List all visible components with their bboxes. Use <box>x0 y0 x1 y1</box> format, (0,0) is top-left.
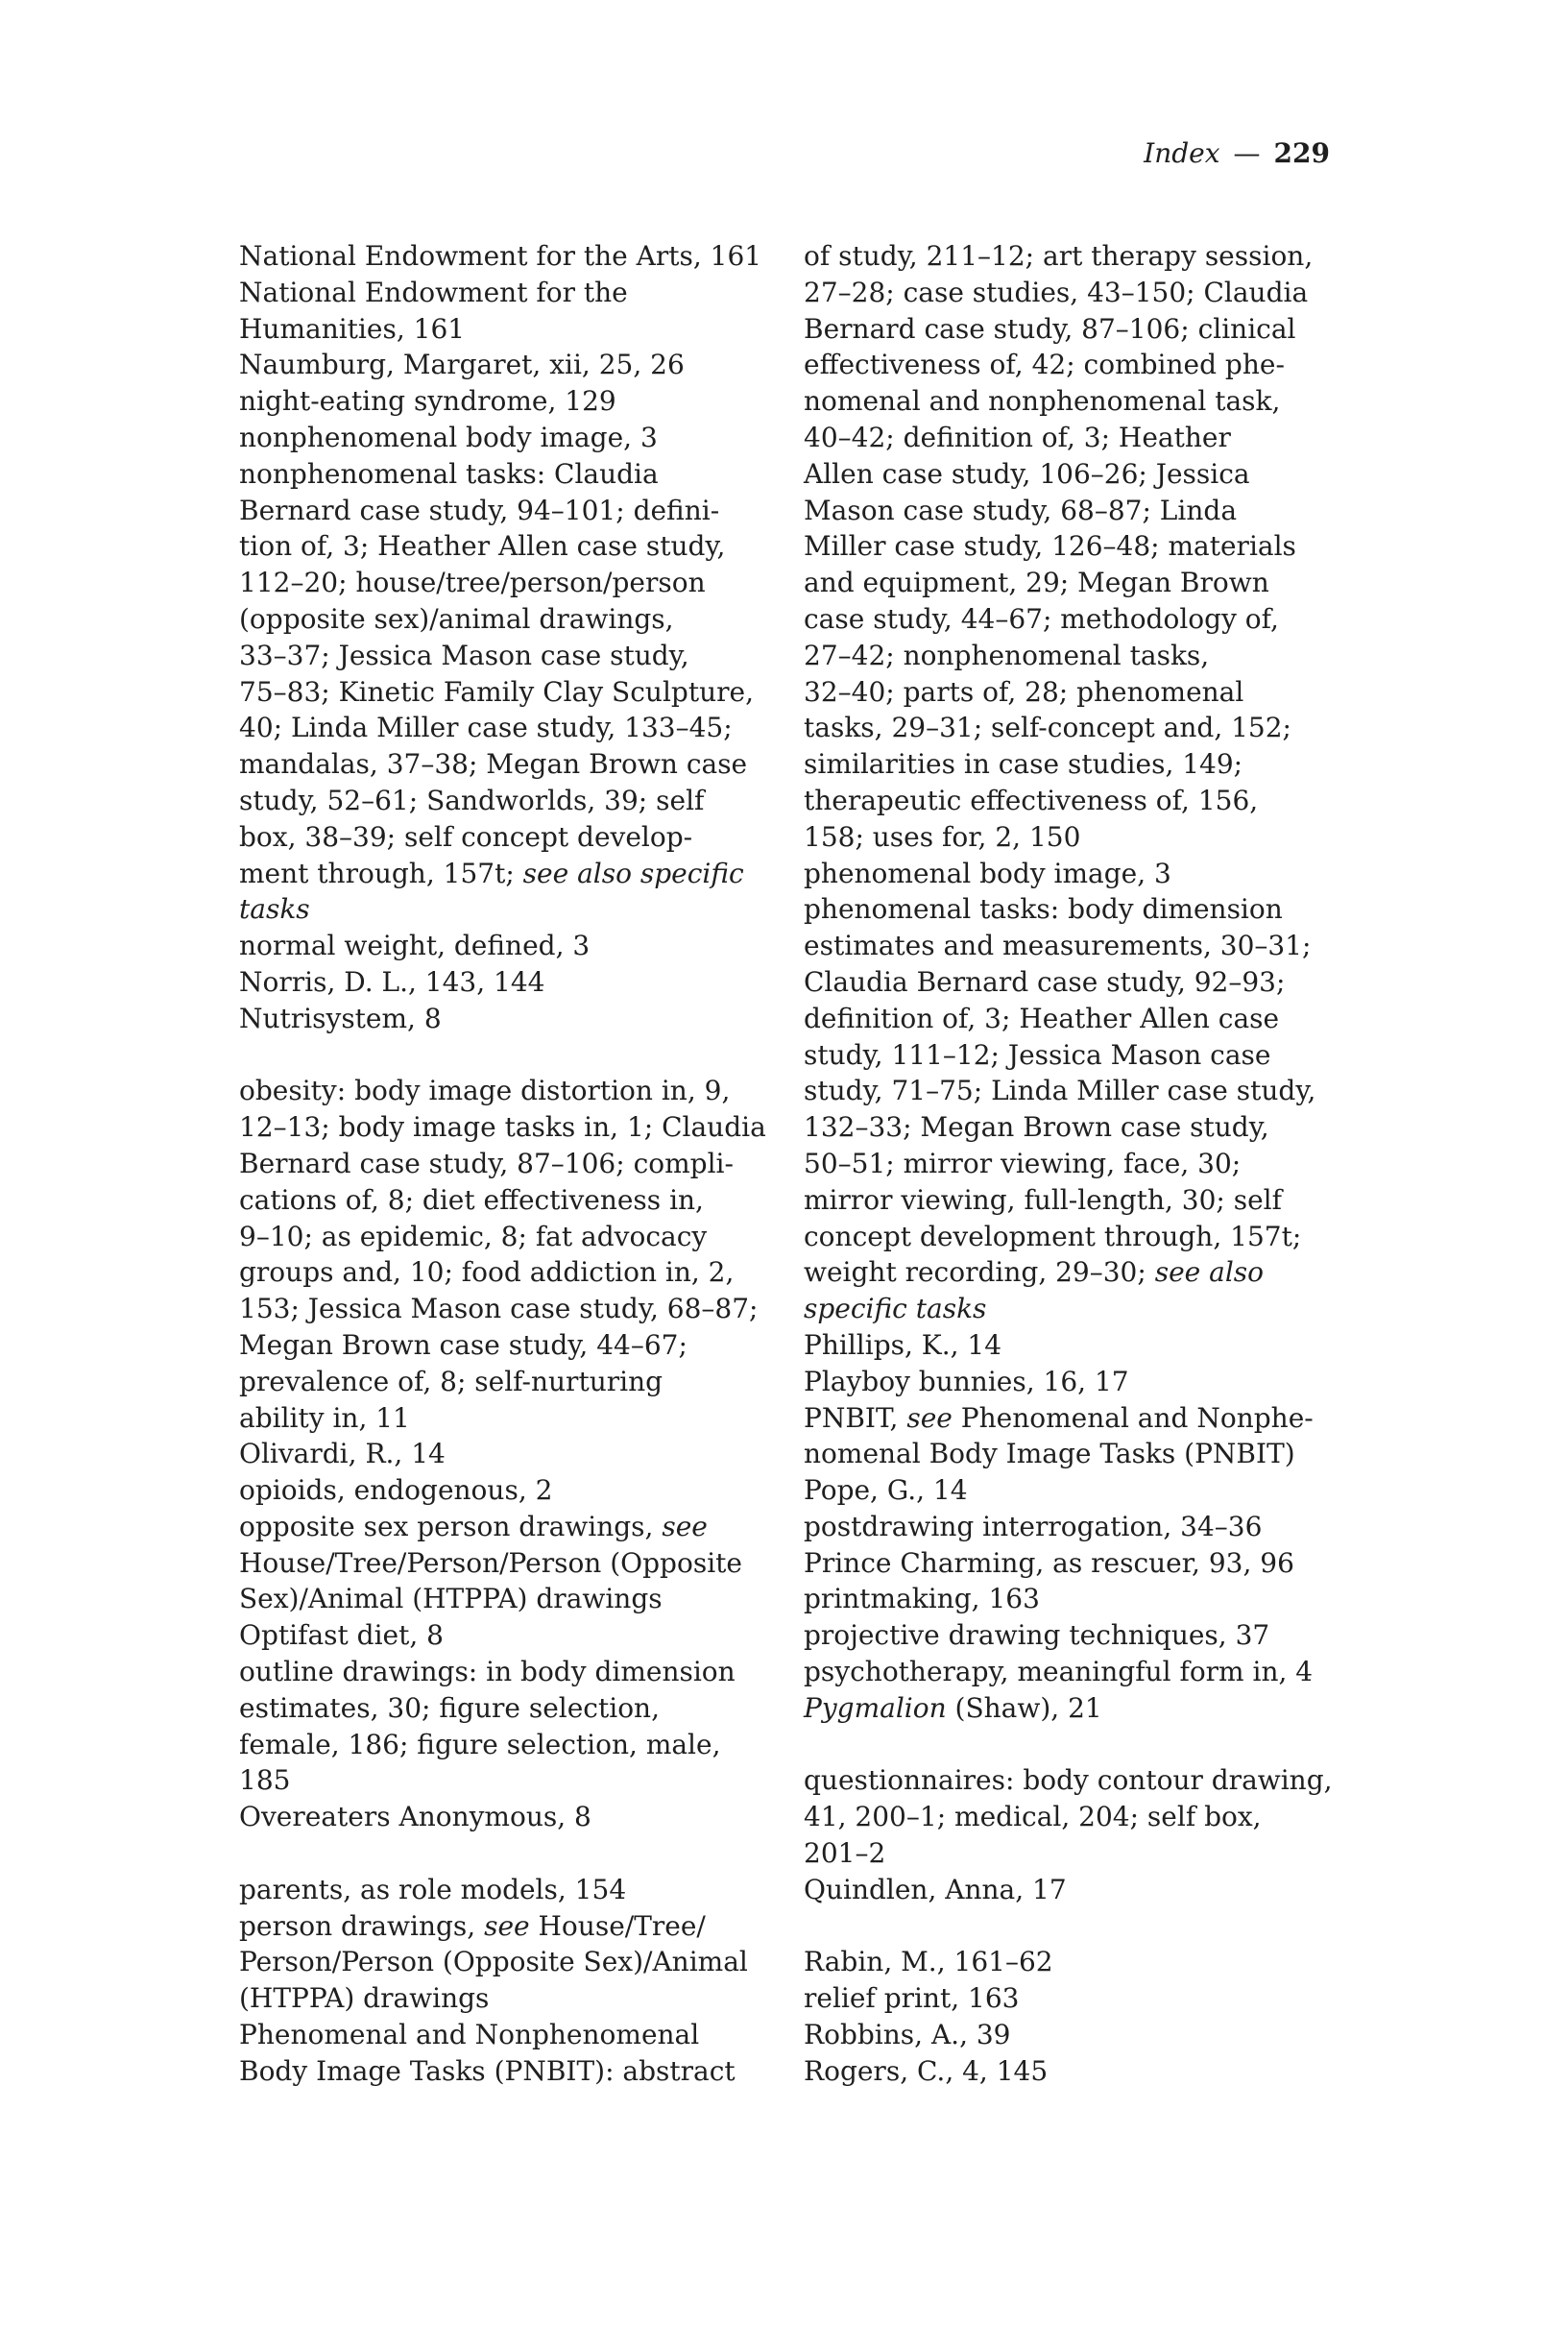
running-head-title: Index <box>1144 137 1220 169</box>
index-entry-line <box>239 1219 806 1255</box>
index-entry-line <box>804 420 1370 456</box>
index-entry-line <box>239 1654 806 1690</box>
index-text: therapeutic effectiveness of, 156, <box>804 784 1259 816</box>
index-text: nomenal Body Image Tasks (PNBIT) <box>804 1438 1295 1470</box>
index-entry <box>239 1908 806 2017</box>
index-text: prevalence of, 8; self-nurturing <box>239 1365 663 1397</box>
index-entry-line <box>239 1872 806 1908</box>
index-text: 41, 200–1; medical, 204; self box, <box>804 1801 1262 1833</box>
index-text: estimates and measurements, 30–31; <box>804 930 1312 962</box>
index-entry-line <box>804 1037 1370 1074</box>
index-text: relief print, 163 <box>804 1982 1020 2015</box>
index-text: psychotherapy, meaningful form in, 4 <box>804 1656 1314 1688</box>
index-entry <box>239 964 806 1001</box>
index-text: female, 186; figure selection, male, <box>239 1728 721 1760</box>
index-entry-line <box>239 1254 806 1291</box>
index-entry <box>804 1364 1370 1400</box>
index-text: Rabin, M., 161–62 <box>804 1946 1053 1978</box>
index-entry <box>804 1762 1370 1871</box>
index-text: Playboy bunnies, 16, 17 <box>804 1365 1129 1397</box>
index-entry-line <box>804 1073 1370 1109</box>
index-entry-line <box>239 601 806 638</box>
index-entry-line <box>804 1944 1370 1980</box>
index-entry-line <box>804 1545 1370 1582</box>
index-text: Phillips, K., 14 <box>804 1328 1002 1361</box>
index-entry <box>804 2017 1370 2053</box>
index-text: 185 <box>239 1764 291 1797</box>
index-entry <box>804 1509 1370 1545</box>
index-text: of study, 211–12; art therapy session, <box>804 240 1314 272</box>
index-entry-line <box>239 710 806 746</box>
index-entry-line <box>804 638 1370 674</box>
index-text: study, 71–75; Linda Miller case study, <box>804 1075 1316 1107</box>
index-text: Humanities, 161 <box>239 312 466 345</box>
index-text: Olivardi, R., 14 <box>239 1438 446 1470</box>
index-entry <box>239 456 806 928</box>
index-entry-line <box>804 856 1370 892</box>
index-entry <box>239 347 806 383</box>
index-entry-line <box>804 383 1370 420</box>
index-entry-line <box>804 1364 1370 1400</box>
index-text: PNBIT, <box>804 1401 907 1434</box>
index-text: night-eating syndrome, 129 <box>239 385 616 418</box>
index-text: 9–10; as epidemic, 8; fat advocacy <box>239 1220 708 1252</box>
index-entry <box>804 1980 1370 2017</box>
index-entry <box>804 891 1370 1327</box>
index-text: projective drawing techniques, 37 <box>804 1619 1270 1652</box>
index-text: box, 38–39; self concept develop- <box>239 820 693 853</box>
index-entry-line <box>804 1872 1370 1908</box>
index-text: 50–51; mirror viewing, face, 30; <box>804 1147 1242 1179</box>
index-entry-line <box>239 1109 806 1146</box>
index-entry-line <box>239 928 806 964</box>
index-text-italic: specific tasks <box>804 1293 987 1325</box>
index-text: Phenomenal and Nonphe- <box>952 1401 1314 1434</box>
index-entry-line <box>804 891 1370 928</box>
index-entry-line <box>804 1001 1370 1037</box>
index-text: National Endowment for the <box>239 276 628 308</box>
index-entry <box>804 238 1370 856</box>
index-text: study, 52–61; Sandworlds, 39; self <box>239 784 705 816</box>
index-text: Person/Person (Opposite Sex)/Animal <box>239 1946 748 1978</box>
index-entry-line <box>239 1146 806 1182</box>
index-column-left <box>239 238 806 2090</box>
index-text: Naumburg, Margaret, xii, 25, 26 <box>239 349 685 381</box>
index-entry <box>804 1944 1370 1980</box>
index-text-italic: see <box>662 1510 708 1542</box>
index-entry-line <box>804 528 1370 565</box>
index-entry <box>239 275 806 348</box>
index-text: cations of, 8; diet effectiveness in, <box>239 1183 704 1216</box>
index-entry-line <box>804 2053 1370 2090</box>
page-number: 229 <box>1273 137 1330 169</box>
index-entry <box>239 1509 806 1617</box>
index-entry-line <box>239 891 806 928</box>
index-text: 33–37; Jessica Mason case study, <box>239 639 689 671</box>
index-entry <box>239 1001 806 1037</box>
index-text: ment through, 157t; <box>239 857 523 889</box>
index-entry-line <box>804 1327 1370 1364</box>
index-entry-line <box>239 1545 806 1582</box>
index-entry <box>804 1617 1370 1654</box>
index-text-italic: see also <box>1154 1256 1265 1289</box>
index-entry <box>804 2053 1370 2090</box>
index-entry <box>804 1472 1370 1509</box>
index-entry-line <box>239 638 806 674</box>
index-text: (opposite sex)/animal drawings, <box>239 602 674 635</box>
index-text-italic: see <box>484 1909 530 1942</box>
index-entry-line <box>239 493 806 529</box>
index-text: opioids, endogenous, 2 <box>239 1474 553 1507</box>
index-entry-line <box>804 275 1370 311</box>
index-entry-line <box>239 1727 806 1763</box>
index-text-italic: see also specific <box>522 857 744 889</box>
index-entry-line <box>804 1690 1370 1727</box>
index-entry-line <box>239 1327 806 1364</box>
index-entry <box>239 1617 806 1654</box>
index-text: Rogers, C., 4, 145 <box>804 2054 1049 2087</box>
index-text: 153; Jessica Mason case study, 68–87; <box>239 1293 759 1325</box>
index-entry-line <box>804 1617 1370 1654</box>
index-entry-line <box>239 2053 806 2090</box>
index-entry-line <box>804 1254 1370 1291</box>
index-entry-line <box>804 1472 1370 1509</box>
index-text: mandalas, 37–38; Megan Brown case <box>239 748 748 781</box>
index-entry <box>804 1654 1370 1690</box>
index-entry <box>804 1545 1370 1582</box>
index-entry-line <box>239 1690 806 1727</box>
index-text: Bernard case study, 87–106; compli- <box>239 1147 734 1179</box>
index-text: tion of, 3; Heather Allen case study, <box>239 530 726 563</box>
index-text: study, 111–12; Jessica Mason case <box>804 1038 1271 1071</box>
index-entry-line <box>804 1219 1370 1255</box>
index-text: Quindlen, Anna, 17 <box>804 1873 1067 1905</box>
index-entry-line <box>239 456 806 493</box>
index-column-right <box>804 238 1370 2090</box>
index-entry-line <box>804 1654 1370 1690</box>
index-text: effectiveness of, 42; combined phe- <box>804 349 1285 381</box>
index-entry <box>804 1327 1370 1364</box>
index-text: parents, as role models, 154 <box>239 1873 627 1905</box>
index-text: Body Image Tasks (PNBIT): abstract <box>239 2054 736 2087</box>
index-text: mirror viewing, full-length, 30; self <box>804 1183 1282 1216</box>
index-text: 27–28; case studies, 43–150; Claudia <box>804 276 1309 308</box>
index-text: 40; Linda Miller case study, 133–45; <box>239 712 733 744</box>
index-text: postdrawing interrogation, 34–36 <box>804 1510 1263 1542</box>
index-text: House/Tree/Person/Person (Opposite <box>239 1546 742 1579</box>
index-entry-line <box>804 2017 1370 2053</box>
index-entry-line <box>239 1436 806 1472</box>
index-entry-line <box>239 1908 806 1945</box>
index-entry-line <box>239 783 806 819</box>
index-text: outline drawings: in body dimension <box>239 1656 736 1688</box>
index-entry-line <box>804 746 1370 783</box>
index-entry-line <box>239 1472 806 1509</box>
index-entry-line <box>239 1581 806 1617</box>
index-text: Pope, G., 14 <box>804 1474 968 1507</box>
index-text: case study, 44–67; methodology of, <box>804 602 1279 635</box>
index-text: Optifast diet, 8 <box>239 1619 444 1652</box>
index-entry-line <box>239 1944 806 1980</box>
index-entry-line <box>239 1980 806 2017</box>
index-text: normal weight, defined, 3 <box>239 930 591 962</box>
index-entry-line <box>239 746 806 783</box>
index-entry <box>239 420 806 456</box>
index-text: tasks, 29–31; self-concept and, 152; <box>804 712 1291 744</box>
index-entry-line <box>239 2017 806 2053</box>
index-text: Nutrisystem, 8 <box>239 1002 442 1034</box>
index-text: 158; uses for, 2, 150 <box>804 820 1081 853</box>
index-entry-line <box>239 1799 806 1835</box>
index-text-italic: see <box>906 1401 953 1434</box>
index-entry-line <box>239 856 806 892</box>
index-entry-line <box>804 601 1370 638</box>
index-entry-line <box>804 1291 1370 1327</box>
index-entry <box>804 856 1370 892</box>
index-text: Sex)/Animal (HTPPA) drawings <box>239 1583 663 1615</box>
index-entry-line <box>804 964 1370 1001</box>
index-text: weight recording, 29–30; <box>804 1256 1155 1289</box>
index-entry-line <box>804 710 1370 746</box>
index-entry-line <box>804 311 1370 348</box>
index-entry-line <box>804 783 1370 819</box>
index-entry-line <box>239 238 806 275</box>
index-entry-line <box>239 420 806 456</box>
index-text-italic: Pygmalion <box>804 1691 947 1724</box>
index-entry-line <box>804 493 1370 529</box>
index-entry <box>239 1436 806 1472</box>
index-entry-line <box>239 1617 806 1654</box>
index-text: Phenomenal and Nonphenomenal <box>239 2019 700 2051</box>
index-entry-line <box>804 238 1370 275</box>
index-entry <box>239 383 806 420</box>
index-entry <box>239 1654 806 1799</box>
index-entry-line <box>804 1146 1370 1182</box>
index-text: Miller case study, 126–48; materials <box>804 530 1296 563</box>
index-text: Megan Brown case study, 44–67; <box>239 1328 688 1361</box>
index-entry-line <box>804 1980 1370 2017</box>
index-text: and equipment, 29; Megan Brown <box>804 567 1269 599</box>
index-text-italic: tasks <box>239 893 310 926</box>
index-entry <box>239 1472 806 1509</box>
index-entry-line <box>239 1364 806 1400</box>
index-entry <box>804 1400 1370 1473</box>
index-text: Prince Charming, as rescuer, 93, 96 <box>804 1546 1294 1579</box>
index-text: nonphenomenal body image, 3 <box>239 421 658 453</box>
index-entry <box>804 1690 1370 1727</box>
index-entry-line <box>804 1509 1370 1545</box>
index-text: Robbins, A., 39 <box>804 2019 1011 2051</box>
index-entry-line <box>804 1762 1370 1799</box>
index-text: similarities in case studies, 149; <box>804 748 1243 781</box>
index-entry-line <box>804 347 1370 383</box>
index-entry <box>239 238 806 275</box>
index-text: 40–42; definition of, 3; Heather <box>804 421 1231 453</box>
index-entry <box>804 1872 1370 1908</box>
index-text: groups and, 10; food addiction in, 2, <box>239 1256 735 1289</box>
index-entry-line <box>804 1109 1370 1146</box>
index-entry-line <box>804 1400 1370 1437</box>
index-entry-line <box>239 819 806 856</box>
index-entry-line <box>239 1509 806 1545</box>
index-entry-line <box>239 1762 806 1799</box>
index-text: 12–13; body image tasks in, 1; Claudia <box>239 1111 766 1144</box>
index-entry-line <box>239 1182 806 1219</box>
index-text: 27–42; nonphenomenal tasks, <box>804 639 1210 671</box>
index-entry-line <box>804 1835 1370 1872</box>
index-text: ability in, 11 <box>239 1401 410 1434</box>
index-entry-line <box>239 1073 806 1109</box>
index-entry-line <box>804 1182 1370 1219</box>
index-entry-line <box>804 1799 1370 1835</box>
index-text: 132–33; Megan Brown case study, <box>804 1111 1269 1144</box>
index-entry-line <box>239 311 806 348</box>
index-entry-line <box>239 275 806 311</box>
index-entry-line <box>239 1001 806 1037</box>
index-text: 32–40; parts of, 28; phenomenal <box>804 675 1244 708</box>
index-text: Allen case study, 106–26; Jessica <box>804 457 1250 490</box>
index-entry-line <box>239 383 806 420</box>
index-text: person drawings, <box>239 1909 485 1942</box>
index-entry-line <box>239 964 806 1001</box>
index-text: definition of, 3; Heather Allen case <box>804 1002 1280 1034</box>
index-entry-line <box>804 565 1370 601</box>
index-entry-line <box>804 1436 1370 1472</box>
index-text: questionnaires: body contour drawing, <box>804 1764 1333 1797</box>
index-text: obesity: body image distortion in, 9, <box>239 1075 731 1107</box>
index-text: 201–2 <box>804 1837 886 1870</box>
index-entry-line <box>239 1291 806 1327</box>
index-entry <box>239 1073 806 1436</box>
index-entry <box>239 928 806 964</box>
index-text: phenomenal body image, 3 <box>804 857 1171 889</box>
index-text: Bernard case study, 87–106; clinical <box>804 312 1296 345</box>
index-entry <box>239 2017 806 2090</box>
index-entry-line <box>239 1400 806 1437</box>
index-text: Bernard case study, 94–101; defini- <box>239 494 720 526</box>
index-text: Norris, D. L., 143, 144 <box>239 965 545 998</box>
index-text: concept development through, 157t; <box>804 1220 1302 1252</box>
index-text: (Shaw), 21 <box>946 1691 1102 1724</box>
index-text: Claudia Bernard case study, 92–93; <box>804 965 1286 998</box>
index-entry <box>239 1872 806 1908</box>
running-head <box>1144 134 1330 173</box>
index-text: (HTPPA) drawings <box>239 1982 490 2015</box>
index-text: printmaking, 163 <box>804 1583 1040 1615</box>
index-entry-line <box>239 674 806 711</box>
index-text: 75–83; Kinetic Family Clay Sculpture, <box>239 675 754 708</box>
index-entry <box>804 1581 1370 1617</box>
index-text: National Endowment for the Arts, 161 <box>239 240 762 272</box>
index-text: nomenal and nonphenomenal task, <box>804 385 1281 418</box>
index-entry-line <box>804 1581 1370 1617</box>
index-entry-line <box>804 928 1370 964</box>
index-entry-line <box>239 347 806 383</box>
index-entry-line <box>804 819 1370 856</box>
index-text: Mason case study, 68–87; Linda <box>804 494 1238 526</box>
index-entry-line <box>804 456 1370 493</box>
index-text: opposite sex person drawings, <box>239 1510 663 1542</box>
running-head-dash: — <box>1233 137 1261 169</box>
index-entry <box>239 1799 806 1835</box>
index-text: nonphenomenal tasks: Claudia <box>239 457 659 490</box>
index-text: House/Tree/ <box>529 1909 706 1942</box>
index-entry-line <box>239 528 806 565</box>
index-text: 112–20; house/tree/person/person <box>239 567 706 599</box>
index-text: phenomenal tasks: body dimension <box>804 893 1283 926</box>
index-entry-line <box>239 565 806 601</box>
index-text: Overeaters Anonymous, 8 <box>239 1801 591 1833</box>
index-text: estimates, 30; figure selection, <box>239 1691 660 1724</box>
index-entry-line <box>804 674 1370 711</box>
